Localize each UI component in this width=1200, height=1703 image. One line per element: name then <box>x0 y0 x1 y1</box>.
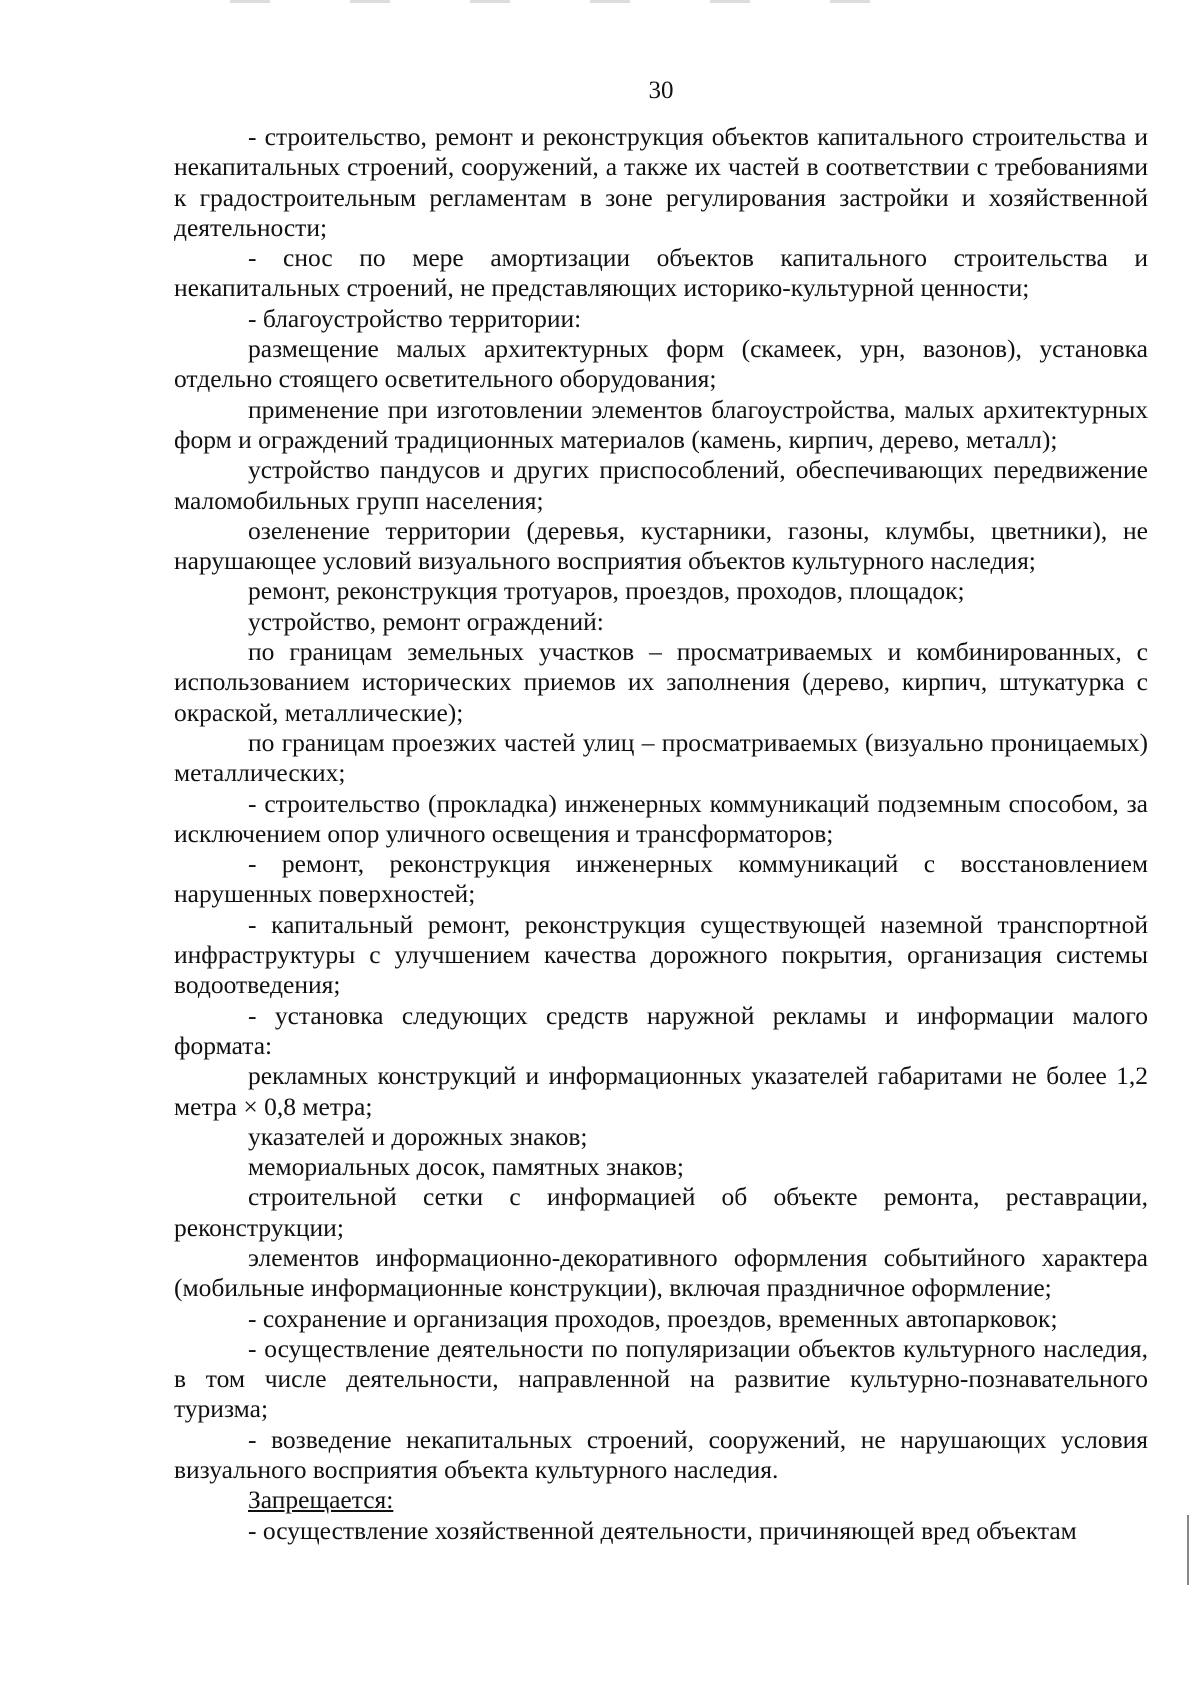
paragraph: - осуществление деятельности по популяризации объектов культурного наследия, в том числе деятельности, направленной на развитие культурно-познавательного туризма; <box>174 1333 1148 1424</box>
paragraph: элементов информационно-декоративного оформления событийного характера (мобильные информационные конструкции), включая праздничное оформление; <box>174 1242 1148 1303</box>
paragraph: по границам проезжих частей улиц – просматриваемых (визуально проницаемых) металлических; <box>174 727 1148 788</box>
paragraph: применение при изготовлении элементов благоустройства, малых архитектурных форм и ограждений традиционных материалов (камень, кирпич, дерево, металл); <box>174 394 1148 454</box>
paragraph: - осуществление хозяйственной деятельности, причиняющей вред объектам <box>248 1515 1077 1545</box>
section-heading-prohibited <box>174 1485 1148 1515</box>
paragraph: - капитальный ремонт, реконструкция существующей наземной транспортной инфраструктуры с улучшением качества дорожного покрытия, организация системы водоотведения; <box>174 909 1148 1000</box>
paragraph: озеленение территории (деревья, кустарники, газоны, клумбы, цветники), не нарушающее условий визуального восприятия объектов культурного наследия; <box>174 515 1148 576</box>
page-number: 30 <box>648 77 674 104</box>
paragraph: - сохранение и организация проходов, проездов, временных автопарковок; <box>248 1303 1058 1333</box>
paragraph: ремонт, реконструкция тротуаров, проездов, проходов, площадок; <box>248 576 965 606</box>
paragraph: мемориальных досок, памятных знаков; <box>248 1152 684 1182</box>
paragraph: по границам земельных участков – просматриваемых и комбинированных, с использованием исторических приемов их заполнения (дерево, кирпич, штукатурка с окраской, металлические); <box>174 637 1148 727</box>
paragraph: - ремонт, реконструкция инженерных коммуникаций с восстановлением нарушенных поверхностей; <box>174 849 1148 909</box>
paragraph: строительной сетки с информацией об объекте ремонта, реставрации, реконструкции; <box>174 1182 1148 1242</box>
paragraph: - снос по мере амортизации объектов капитального строительства и некапитальных строений, не представляющих историко-культурной ценности; <box>174 243 1148 303</box>
prohibited-label: Запрещается: <box>248 1485 394 1515</box>
paragraph: - строительство, ремонт и реконструкция объектов капитального строительства и некапитальных строений, сооружений, а также их частей в соответствии с требованиями к градостроительным регламентам в зоне регулирования застройки и хозяйственной деятельности; <box>174 122 1148 242</box>
paragraph: - благоустройство территории: <box>248 303 582 333</box>
paragraph: - установка следующих средств наружной рекламы и информации малого формата: <box>174 1000 1148 1060</box>
paragraph: размещение малых архитектурных форм (скамеек, урн, вазонов), установка отдельно стоящего осветительного оборудования; <box>174 334 1148 394</box>
paragraph: устройство пандусов и других приспособлений, обеспечивающих передвижение маломобильных групп населения; <box>174 455 1148 515</box>
scan-artifact-top <box>230 0 930 3</box>
paragraph: - возведение некапитальных строений, сооружений, не нарушающих условия визуального восприятия объекта культурного наследия. <box>174 1424 1148 1485</box>
paragraph: указателей и дорожных знаков; <box>248 1121 588 1151</box>
document-body <box>174 122 1148 1546</box>
paragraph: устройство, ремонт ограждений: <box>248 606 604 636</box>
paragraph: - строительство (прокладка) инженерных коммуникаций подземным способом, за исключением опор уличного освещения и трансформаторов; <box>174 788 1148 848</box>
paragraph: рекламных конструкций и информационных указателей габаритами не более 1,2 метра × 0,8 метра; <box>174 1061 1148 1121</box>
scan-artifact-edge <box>1187 1515 1189 1585</box>
